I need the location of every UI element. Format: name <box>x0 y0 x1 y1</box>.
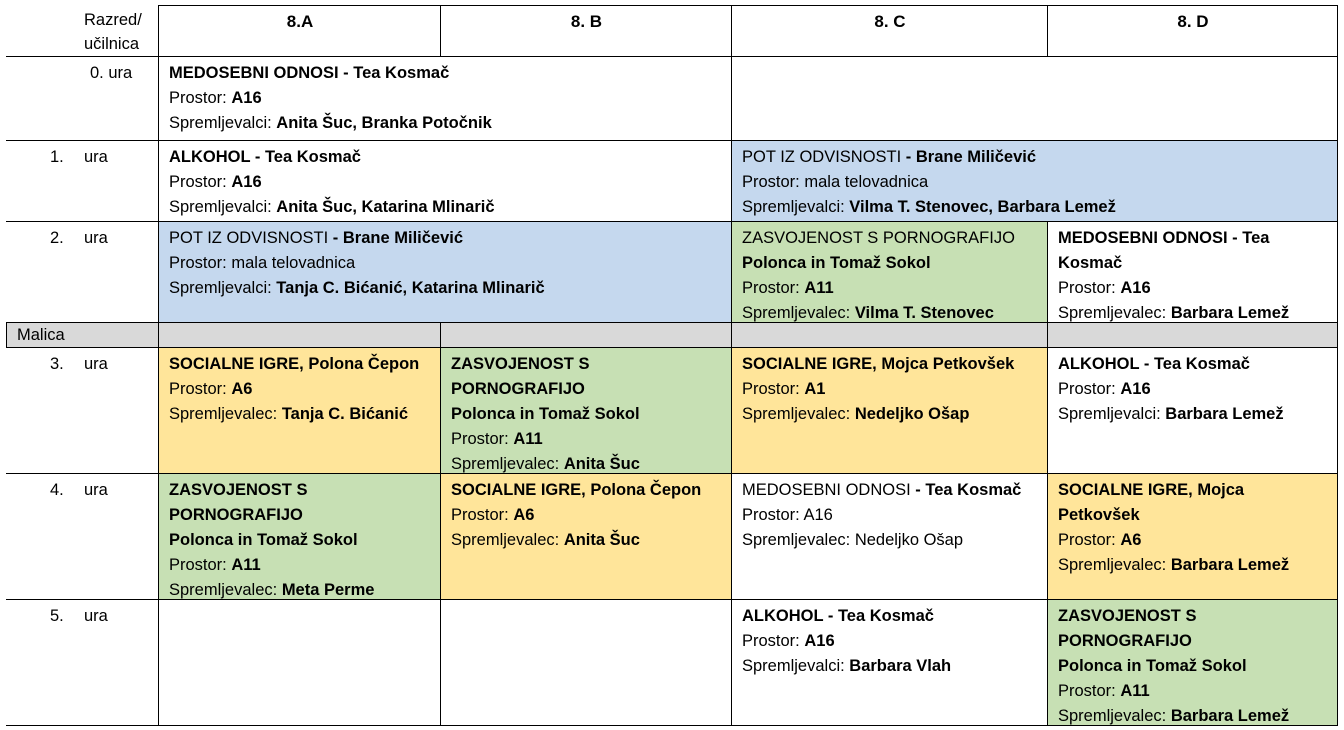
session-title: ALKOHOL - Tea Kosmač <box>742 607 934 625</box>
room-value: A6 <box>1120 531 1142 549</box>
session-escort <box>742 195 1328 220</box>
escort-label: Spremljevalci: <box>1058 405 1161 423</box>
escort-value: Tanja C. Bićanić <box>281 405 409 423</box>
session-r2-d <box>1048 222 1338 322</box>
session-escort <box>169 402 431 427</box>
grid-line <box>158 5 159 726</box>
session-escort <box>451 452 722 474</box>
session-r4-c <box>732 474 1048 600</box>
session-title: MEDOSEBNI ODNOSI - Tea Kosmač <box>169 64 450 82</box>
session-title <box>742 145 1328 170</box>
session-room <box>742 276 1038 301</box>
room-label: Prostor: <box>1058 380 1116 398</box>
session-title-line2: Petkovšek <box>1058 506 1140 524</box>
session-r5-c <box>732 600 1048 726</box>
escort-label: Spremljevalec: <box>742 304 851 322</box>
session-title-line2: PORNOGRAFIJO <box>451 380 585 398</box>
session-teachers: Polonca in Tomaž Sokol <box>742 254 931 272</box>
session-r2-c <box>732 222 1048 322</box>
class-header-8b: 8. B <box>570 12 603 31</box>
escort-value: Anita Šuc, Katarina Mlinarič <box>276 198 495 216</box>
session-escort <box>1058 704 1328 726</box>
grid-line <box>1047 5 1048 57</box>
session-room <box>169 251 722 276</box>
session-r3-b <box>441 348 732 474</box>
row-label-3 <box>6 348 159 378</box>
session-title-teacher: - Brane Miličević <box>328 229 464 247</box>
session-title-line1: ZASVOJENOST S <box>1058 607 1197 625</box>
session-room <box>169 377 431 402</box>
session-room <box>451 503 722 528</box>
session-title: ALKOHOL - Tea Kosmač <box>1058 355 1250 373</box>
room-label: Prostor: <box>169 89 227 107</box>
room-value: A16 <box>804 632 835 650</box>
grid-line <box>440 322 441 726</box>
escort-label: Spremljevalec: <box>169 581 278 599</box>
session-r1-ab <box>159 141 732 221</box>
room-label: Prostor: <box>451 430 509 448</box>
session-r4-d <box>1048 474 1338 600</box>
session-room <box>742 170 1328 195</box>
room-value: A16 <box>1120 279 1151 297</box>
session-escort <box>742 654 1038 679</box>
escort-label: Spremljevalec: <box>1058 707 1167 725</box>
room-label: Prostor: <box>451 506 509 524</box>
escort-value: Barbara Lemež <box>1170 304 1290 322</box>
escort-label: Spremljevalec: <box>451 455 560 473</box>
room-label: Prostor: <box>742 632 800 650</box>
room-value: A16 <box>231 173 262 191</box>
room-label: Prostor: <box>742 279 800 297</box>
grid-line <box>6 56 1338 57</box>
session-title-topic: POT IZ ODVISNOSTI <box>742 148 902 166</box>
room-label: Prostor: <box>1058 682 1116 700</box>
session-title: SOCIALNE IGRE, Mojca Petkovšek <box>742 355 1015 373</box>
row-label-2-num: 2. <box>50 229 64 247</box>
escort-value: Vilma T. Stenovec <box>854 304 994 322</box>
room-value: mala telovadnica <box>231 254 356 272</box>
session-r1-cd <box>732 141 1338 221</box>
session-title-line2: PORNOGRAFIJO <box>1058 632 1192 650</box>
session-room <box>742 503 1038 528</box>
grid-line <box>731 5 732 726</box>
row-label-5 <box>6 600 159 630</box>
session-teachers: Polonca in Tomaž Sokol <box>169 531 358 549</box>
session-title-teacher: - Brane Miličević <box>901 148 1037 166</box>
escort-value: Anita Šuc, Branka Potočnik <box>276 114 492 132</box>
session-room <box>169 553 431 578</box>
escort-label: Spremljevalec: <box>742 405 851 423</box>
escort-value: Barbara Lemež <box>1170 556 1290 574</box>
grid-line <box>6 322 7 348</box>
escort-value: Meta Perme <box>281 581 375 599</box>
session-teachers: Polonca in Tomaž Sokol <box>451 405 640 423</box>
row-label-5-num: 5. <box>50 607 64 625</box>
session-title: SOCIALNE IGRE, Polona Čepon <box>169 355 420 373</box>
grid-line <box>6 347 1338 348</box>
session-room <box>169 170 722 195</box>
grid-line <box>1047 221 1048 726</box>
grid-line <box>6 599 1338 600</box>
room-value: A16 <box>231 89 262 107</box>
corner-header <box>6 6 159 56</box>
session-r2-ab <box>159 222 732 322</box>
session-room <box>1058 276 1328 301</box>
row-label-3-num: 3. <box>50 355 64 373</box>
escort-label: Spremljevalec: <box>1058 556 1167 574</box>
session-escort <box>169 276 722 301</box>
grid-line <box>1337 5 1338 726</box>
escort-value: Anita Šuc <box>563 455 640 473</box>
session-teachers: Polonca in Tomaž Sokol <box>1058 657 1247 675</box>
room-value: A16 <box>1120 380 1151 398</box>
escort-label: Spremljevalci: <box>742 657 845 675</box>
session-r5-d <box>1048 600 1338 726</box>
escort-label: Spremljevalci: <box>169 114 272 132</box>
session-escort <box>169 578 431 600</box>
session-title: SOCIALNE IGRE, Polona Čepon <box>451 481 702 499</box>
room-label: Prostor: <box>742 173 800 191</box>
room-value: A11 <box>1120 682 1150 700</box>
session-escort <box>742 528 1038 553</box>
session-title-line2: Kosmač <box>1058 254 1123 272</box>
session-room <box>451 427 722 452</box>
malica-row-bg <box>6 322 1338 348</box>
session-escort <box>1058 553 1328 578</box>
room-value: A16 <box>803 506 833 524</box>
room-value: A1 <box>804 380 826 398</box>
room-value: A11 <box>804 279 834 297</box>
escort-label: Spremljevalci: <box>742 198 845 216</box>
session-escort <box>742 402 1038 427</box>
session-escort <box>451 528 722 553</box>
room-label: Prostor: <box>169 173 227 191</box>
escort-value: Tanja C. Bićanić, Katarina Mlinarič <box>276 279 545 297</box>
session-title: ZASVOJENOST S PORNOGRAFIJO <box>742 229 1015 247</box>
session-title <box>742 478 1038 503</box>
escort-value: Barbara Lemež <box>1165 405 1284 423</box>
session-r4-b <box>441 474 732 600</box>
session-escort <box>169 111 722 136</box>
class-header-8a: 8.A <box>286 12 314 31</box>
escort-label: Spremljevalec: <box>169 405 278 423</box>
escort-value: Barbara Vlah <box>849 657 952 675</box>
session-title-line1: ZASVOJENOST S <box>169 481 308 499</box>
session-room <box>169 86 722 111</box>
room-value: A11 <box>513 430 543 448</box>
escort-value: Vilma T. Stenovec, Barbara Lemež <box>849 198 1116 216</box>
class-header-8c: 8. C <box>874 12 906 31</box>
room-label: Prostor: <box>1058 531 1116 549</box>
session-title-topic: MEDOSEBNI ODNOSI <box>742 481 911 499</box>
session-room <box>1058 528 1328 553</box>
corner-header-line1: Razred/ <box>84 11 142 29</box>
room-label: Prostor: <box>1058 279 1116 297</box>
escort-label: Spremljevalec: <box>742 531 851 549</box>
grid-line <box>6 140 1338 141</box>
row-label-5-ura: ura <box>84 607 108 625</box>
session-r3-c <box>732 348 1048 474</box>
row-label-1 <box>6 141 159 171</box>
row-label-2-ura: ura <box>84 229 108 247</box>
session-title-line1: MEDOSEBNI ODNOSI - Tea <box>1058 229 1270 247</box>
room-value: mala telovadnica <box>804 173 929 191</box>
session-room <box>1058 377 1328 402</box>
row-label-4-ura: ura <box>84 481 108 499</box>
session-title-line2: PORNOGRAFIJO <box>169 506 303 524</box>
room-label: Prostor: <box>169 556 227 574</box>
session-escort <box>1058 402 1328 427</box>
room-value: A6 <box>513 506 535 524</box>
session-r0-ab <box>159 57 732 141</box>
session-escort <box>742 301 1038 322</box>
row-label-1-num: 1. <box>50 148 64 166</box>
escort-value: Nedeljko Ošap <box>854 531 964 549</box>
row-label-0: 0. ura <box>90 64 133 82</box>
session-title-teacher: - Tea Kosmač <box>910 481 1022 499</box>
corner-header-line2: učilnica <box>84 35 140 53</box>
row-label-1-ura: ura <box>84 148 108 166</box>
escort-label: Spremljevalec: <box>1058 304 1167 322</box>
session-title-line1: SOCIALNE IGRE, Mojca <box>1058 481 1245 499</box>
session-title-topic: POT IZ ODVISNOSTI <box>169 229 329 247</box>
room-label: Prostor: <box>169 380 227 398</box>
escort-value: Nedeljko Ošap <box>854 405 970 423</box>
grid-line <box>6 473 1338 474</box>
grid-line <box>6 221 1338 222</box>
session-room <box>1058 679 1328 704</box>
escort-label: Spremljevalci: <box>169 198 272 216</box>
session-escort <box>169 195 722 220</box>
row-label-4-num: 4. <box>50 481 64 499</box>
session-r3-a <box>159 348 441 474</box>
row-label-2 <box>6 222 159 252</box>
session-title-line1: ZASVOJENOST S <box>451 355 590 373</box>
session-escort <box>1058 301 1328 322</box>
room-label: Prostor: <box>742 380 800 398</box>
grid-line <box>6 322 1338 323</box>
session-room <box>742 377 1038 402</box>
class-header-8d: 8. D <box>1177 12 1209 31</box>
session-r3-d <box>1048 348 1338 474</box>
room-label: Prostor: <box>169 254 227 272</box>
escort-label: Spremljevalci: <box>169 279 272 297</box>
escort-value: Barbara Lemež <box>1170 707 1290 725</box>
grid-line <box>159 5 1338 6</box>
session-title <box>169 226 722 251</box>
session-r4-a <box>159 474 441 600</box>
escort-label: Spremljevalec: <box>451 531 560 549</box>
escort-value: Anita Šuc <box>563 531 640 549</box>
room-value: A11 <box>231 556 261 574</box>
room-value: A6 <box>231 380 253 398</box>
row-label-3-ura: ura <box>84 355 108 373</box>
grid-line <box>6 725 1338 726</box>
room-label: Prostor: <box>742 506 800 524</box>
row-label-4 <box>6 474 159 504</box>
grid-line <box>440 5 441 57</box>
session-title: ALKOHOL - Tea Kosmač <box>169 148 361 166</box>
session-room <box>742 629 1038 654</box>
row-label-malica: Malica <box>17 326 65 344</box>
